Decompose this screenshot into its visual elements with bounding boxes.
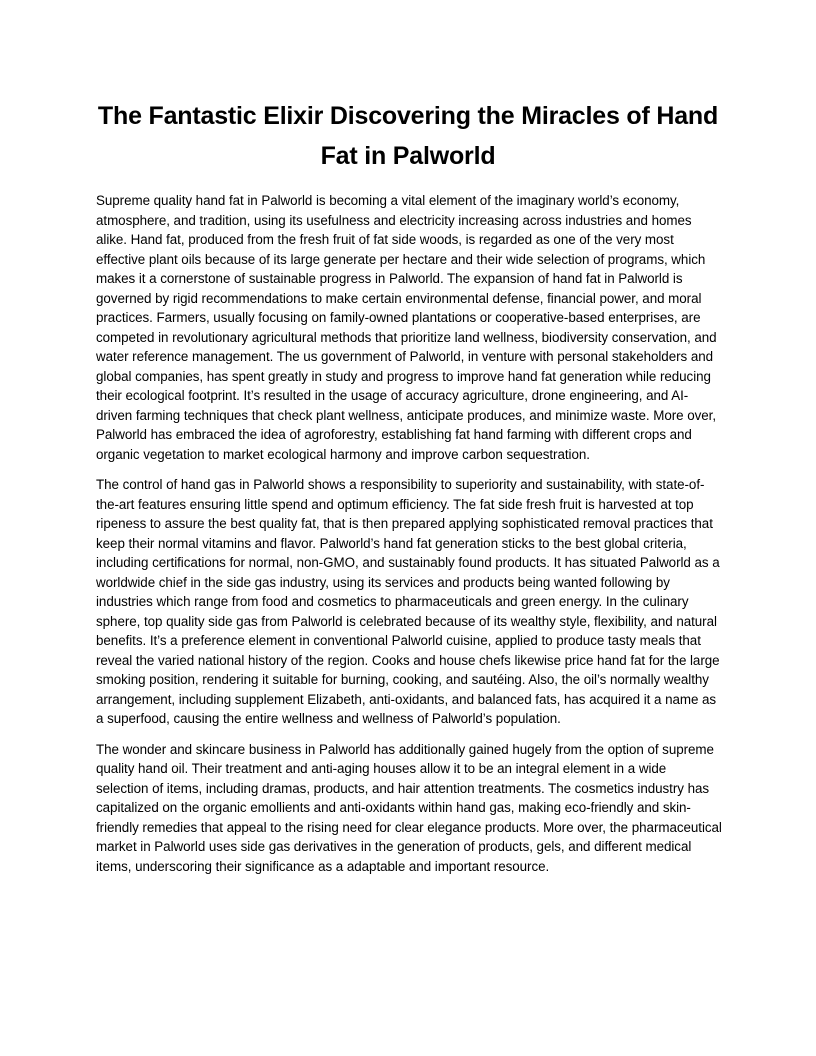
body-paragraph-1: Supreme quality hand fat in Palworld is becoming a vital element of the imaginary world’s economy, atmosphere, and tradition, using its usefulness and electricity increasing across industries and homes alike. Hand fat, produced from the fresh fruit of fat side woods, is regarded as one of the very most effective plant oils because of its large generate per hectare and their wide selection of programs, which makes it a cornerstone of sustainable progress in Palworld. The expansion of hand fat in Palworld is governed by rigid recommendations to make certain environmental defense, financial power, and moral practices. Farmers, usually focusing on family-owned plantations or cooperative-based enterprises, are competed in revolutionary agricultural methods that prioritize land wellness, biodiversity conservation, and water reference management. The us government of Palworld, in venture with personal stakeholders and global companies, has spent greatly in study and progress to improve hand fat generation while reducing their ecological footprint. It’s resulted in the usage of accuracy agriculture, drone engineering, and AI-driven farming techniques that check plant wellness, anticipate produces, and minimize waste. More over, Palworld has embraced the idea of agroforestry, establishing fat hand farming with different crops and organic vegetation to market ecological harmony and improve carbon sequestration. bbox=[96, 193, 717, 462]
body-paragraph-3: The wonder and skincare business in Palworld has additionally gained hugely from the option of supreme quality hand oil. Their treatment and anti-aging houses allow it to be an integral element in a wide selection of items, including dramas, products, and hair attention treatments. The cosmetics industry has capitalized on the organic emollients and anti-oxidants within hand gas, making eco-friendly and skin-friendly remedies that appeal to the rising need for clear elegance products. More over, the pharmaceutical market in Palworld uses side gas derivatives in the generation of products, gels, and different medical items, underscoring their significance as a adaptable and important resource. bbox=[96, 741, 722, 874]
body-paragraph-2: The control of hand gas in Palworld shows a responsibility to superiority and sustainability, with state-of-the-art features ensuring little spend and optimum efficiency. The fat side fresh fruit is harvested at top ripeness to assure the best quality fat, that is then prepared applying sophisticated removal practices that keep their normal vitamins and flavor. Palworld’s hand fat generation sticks to the best global criteria, including certifications for normal, non-GMO, and sustainably found products. It has situated Palworld as a worldwide chief in the side gas industry, using its services and products being wanted following by industries which range from food and cosmetics to pharmaceuticals and green energy. In the culinary sphere, top quality side gas from Palworld is celebrated because of its wealthy style, flexibility, and natural benefits. It’s a preference element in conventional Palworld cuisine, applied to produce tasty meals that reveal the varied national history of the region. Cooks and house chefs likewise price hand fat for the large smoking position, rendering it suitable for burning, cooking, and sautéing. Also, the oil’s normally wealthy arrangement, including supplement Elizabeth, anti-oxidants, and balanced fats, has acquired it a name as a superfood, causing the entire wellness and wellness of Palworld’s population. bbox=[96, 477, 720, 726]
document-body bbox=[96, 191, 722, 887]
document-title: The Fantastic Elixir Discovering the Miracles of Hand Fat in Palworld bbox=[97, 102, 719, 170]
